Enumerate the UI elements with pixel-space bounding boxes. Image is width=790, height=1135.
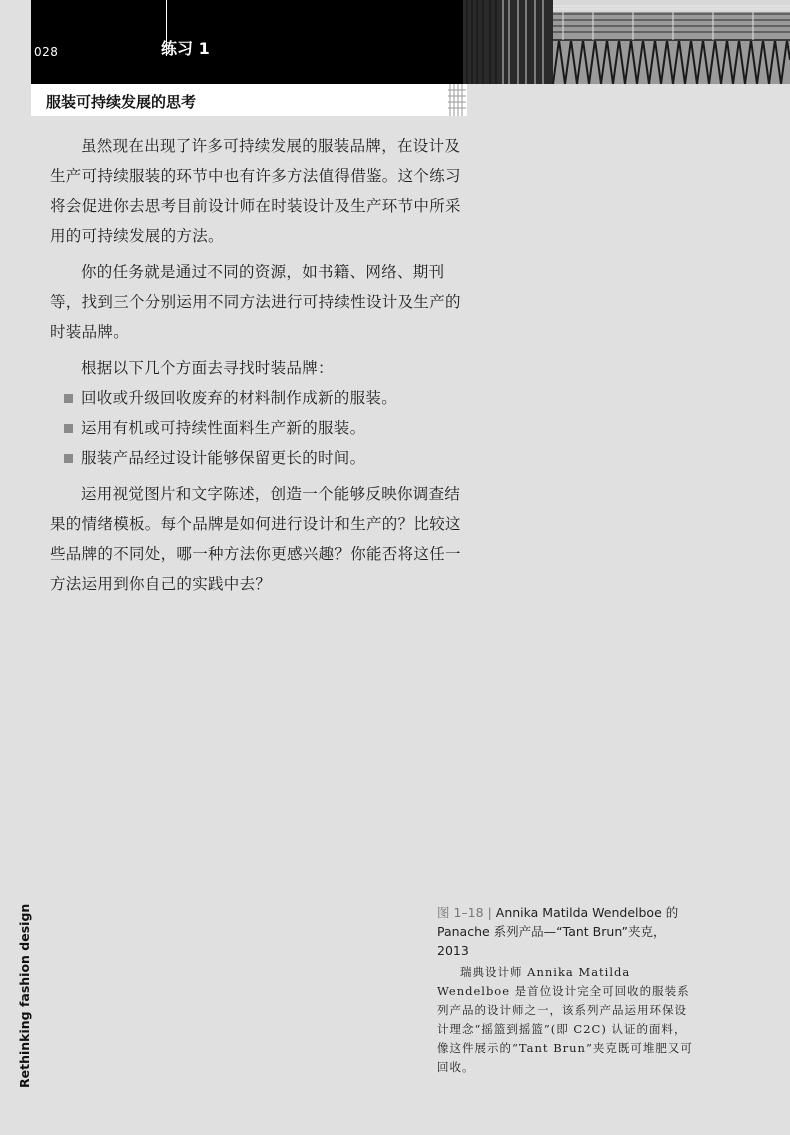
exercise-title: 练习 1: [161, 39, 210, 58]
paragraph-task: 你的任务就是通过不同的资源，如书籍、网络、期刊等，找到三个分别运用不同方法进行可持续性设计及生产的时装品牌。: [50, 263, 461, 341]
list-item: [50, 383, 475, 413]
caption-description: 瑞典设计师 Annika Matilda Wendelboe 是首位设计完全可回收的服装系列产品的设计师之一，该系列产品运用环保设计理念“摇篮到摇篮”(即 C2C) 认证的面料，像这件展示的“Tant Brun”夹克既可堆肥又可回收。: [437, 965, 693, 1074]
grid-ornament: [448, 84, 470, 116]
body-text: [50, 131, 475, 605]
decorative-pattern: [463, 0, 790, 84]
book-title-vertical: Rethinking fashion design: [17, 903, 32, 1088]
paragraph-criteria: 根据以下几个方面去寻找时装品牌：: [81, 359, 334, 377]
caption-title: Annika Matilda Wendelboe 的 Panache 系列产品—“Tant Brun”夹克，2013: [437, 905, 679, 958]
square-bullet-icon: [64, 454, 73, 463]
list-item: [50, 443, 475, 473]
caption-heading: [437, 903, 695, 960]
list-item: [50, 413, 475, 443]
section-title: 服装可持续发展的思考: [46, 93, 197, 111]
list-item-text: 运用有机或可持续性面料生产新的服装。: [81, 419, 366, 437]
criteria-list: [50, 383, 475, 473]
square-bullet-icon: [64, 424, 73, 433]
list-item-text: 服装产品经过设计能够保留更长的时间。: [81, 449, 366, 467]
list-item-text: 回收或升级回收废弃的材料制作成新的服装。: [81, 389, 398, 407]
paragraph-intro: 虽然现在出现了许多可持续发展的服装品牌，在设计及生产可持续服装的环节中也有许多方法值得借鉴。这个练习将会促进你去思考目前设计师在时装设计及生产环节中所采用的可持续发展的方法。: [50, 137, 461, 245]
caption-separator: |: [483, 905, 496, 920]
figure-caption: [437, 903, 695, 1077]
page-number: 028: [34, 45, 59, 59]
paragraph-closing: 运用视觉图片和文字陈述，创造一个能够反映你调查结果的情绪模板。每个品牌是如何进行设计和生产的？比较这些品牌的不同处，哪一种方法你更感兴趣？你能否将这任一方法运用到你自己的实践中去？: [50, 485, 461, 593]
square-bullet-icon: [64, 394, 73, 403]
header-bar: [31, 0, 463, 84]
figure-label: 图 1–18: [437, 905, 484, 920]
